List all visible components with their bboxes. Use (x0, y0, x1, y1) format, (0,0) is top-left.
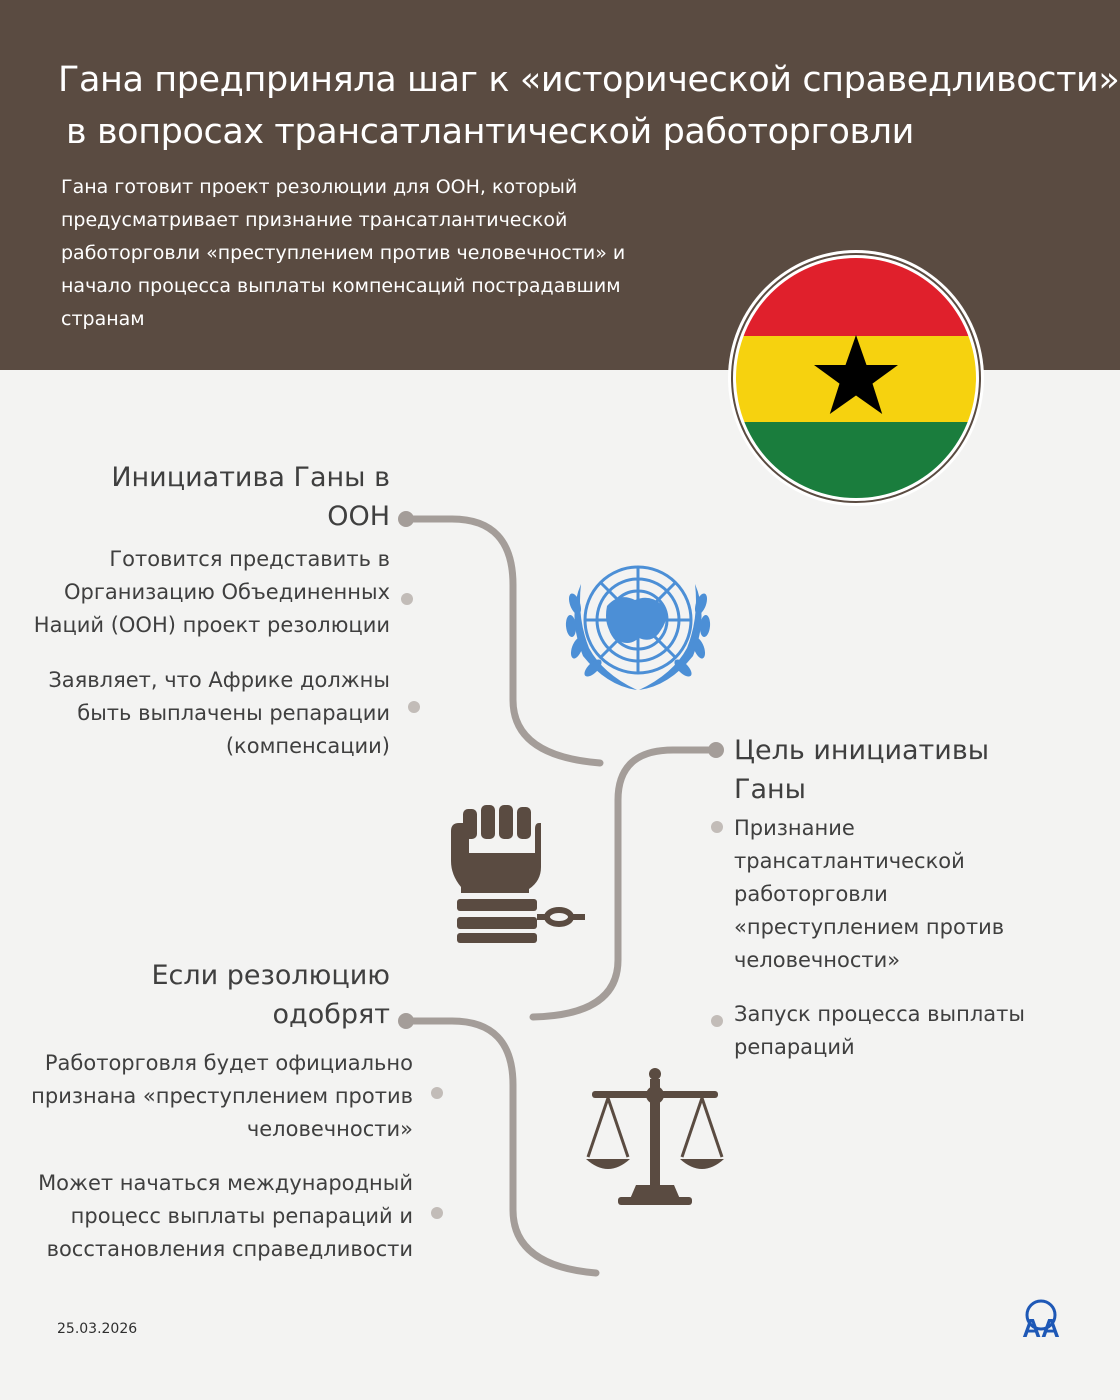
approved-item-1: Работорговля будет официально признана «преступлением против человечности» (31, 1051, 413, 1141)
un-emblem-icon (557, 556, 719, 696)
bullet-approved-2 (431, 1207, 443, 1219)
initiative-item-2: Заявляет, что Африке должны быть выплачены репарации (компенсации) (48, 668, 390, 758)
connector-approved (406, 1021, 596, 1273)
scales-icon (584, 1067, 726, 1207)
goal-heading: Цель инициативы Ганы (734, 735, 990, 805)
goal-item-1: Признание трансатлантической работорговли «преступлением против человечности» (734, 816, 1005, 972)
heading-dot-approved (398, 1013, 414, 1029)
chained-fist-icon (447, 805, 589, 945)
title-line-2: в вопросах трансатлантической работорговли (66, 112, 914, 152)
page-subtitle: Гана готовит проект резолюции для ООН, который предусматривает признание трансатлантической работорговли «преступлением против человечности» и начало процесса выплаты компенсаций пострадавшим странам (61, 176, 626, 330)
bullet-goal-1 (711, 821, 723, 833)
initiative-heading: Инициатива Ганы в ООН (111, 462, 390, 532)
heading-dot-goal (708, 742, 724, 758)
bullet-initiative-1 (401, 593, 413, 605)
bullet-goal-2 (711, 1015, 723, 1027)
approved-item-2: Может начаться международный процесс выплаты репараций и восстановления справедливости (38, 1171, 413, 1261)
logo-text: AA (1022, 1313, 1060, 1341)
bullet-initiative-2 (408, 701, 420, 713)
goal-item-2: Запуск процесса выплаты репараций (734, 1002, 1025, 1059)
bullet-approved-1 (431, 1087, 443, 1099)
publication-date: 25.03.2026 (57, 1321, 138, 1337)
heading-dot-initiative (398, 511, 414, 527)
title-line-1: Гана предприняла шаг к «исторической справедливости» (58, 60, 1120, 100)
initiative-item-1: Готовится представить в Организацию Объединенных Наций (ООН) проект резолюции (33, 547, 390, 637)
approved-heading: Если резолюцию одобрят (151, 960, 390, 1030)
aa-logo-icon (1017, 1297, 1065, 1341)
